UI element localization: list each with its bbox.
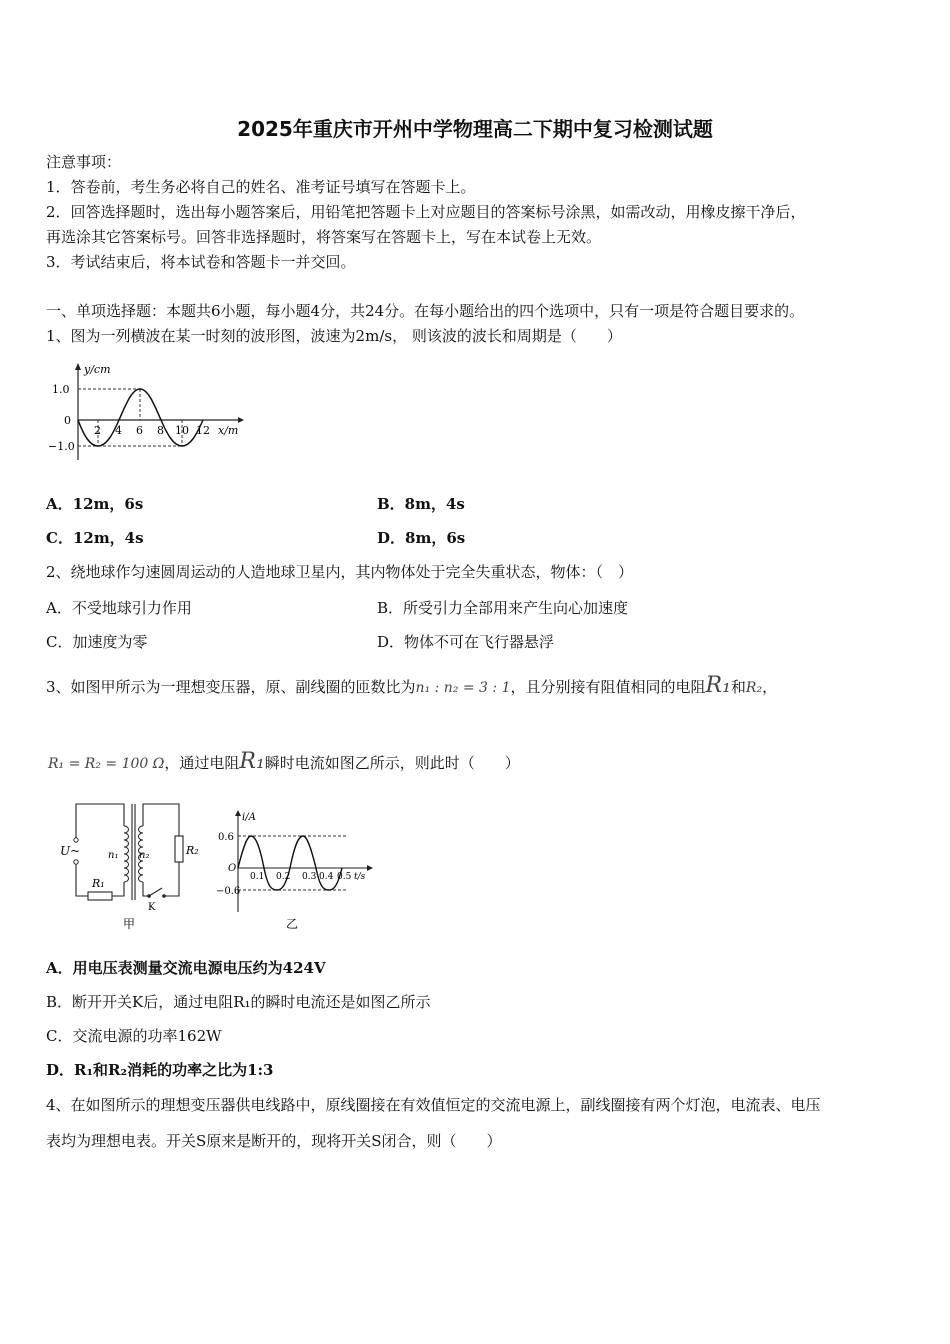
current-graph-ylabel: i/A xyxy=(242,812,256,823)
circuit-n2-label: n₂ xyxy=(139,850,150,861)
q3-option-c[interactable]: C．交流电源的功率162W xyxy=(46,1027,222,1045)
q3-option-a[interactable]: A．用电压表测量交流电源电压约为424V xyxy=(46,959,326,977)
current-graph-xtick-2: 0.2 xyxy=(276,872,291,882)
current-graph-xtick-3: 0.3 xyxy=(302,872,317,882)
q1-graph-ytop: 1.0 xyxy=(52,383,70,396)
q2-stem: 2、绕地球作匀速圆周运动的人造地球卫星内，其内物体处于完全失重状态，物体：（ ） xyxy=(46,563,634,581)
page-title: 2025年重庆市开州中学物理高二下期中复习检测试题 xyxy=(237,117,713,141)
q3-r1b-symbol: R₁ xyxy=(239,749,265,774)
q1-graph-xtick-4: 4 xyxy=(115,424,122,437)
current-graph-top: 0.6 xyxy=(218,832,234,843)
q1-wave-graph xyxy=(46,360,246,470)
r2-resistor xyxy=(175,836,183,862)
notice-item-1: 1．答卷前，考生务必将自己的姓名、准考证号填写在答题卡上。 xyxy=(46,178,476,196)
notice-item-2-cont: 再选涂其它答案标号。回答非选择题时，将答案写在答题卡上，写在本试卷上无效。 xyxy=(46,228,602,246)
circuit-k-label: K xyxy=(148,902,156,913)
current-graph-xtick-5: 0.5 xyxy=(337,872,352,882)
circuit-r2-label: R₂ xyxy=(186,844,199,857)
notice-heading: 注意事项： xyxy=(46,153,122,171)
q2-option-c[interactable]: C．加速度为零 xyxy=(46,633,148,651)
q4-stem-line2: 表均为理想电表。开关S原来是断开的，现将开关S闭合，则（ ） xyxy=(46,1132,502,1150)
q3-stem-d: 瞬时电流如图乙所示，则此时（ ） xyxy=(264,754,520,772)
current-graph-origin: O xyxy=(228,863,237,874)
q1-option-b[interactable]: B．8m，4s xyxy=(377,495,465,513)
q2-option-d[interactable]: D．物体不可在飞行器悬浮 xyxy=(377,633,555,651)
q3-comma: ， xyxy=(762,678,778,696)
q1-graph-ybottom: −1.0 xyxy=(48,440,75,453)
notice-item-3: 3．考试结束后，将本试卷和答题卡一并交回。 xyxy=(46,253,356,271)
q3-r1-symbol: R₁ xyxy=(705,673,731,698)
current-graph-xtick-4: 0.4 xyxy=(319,872,334,882)
q3-stem-a: 3、如图甲所示为一理想变压器，原、副线圈的匝数比为 xyxy=(46,678,416,696)
q1-option-a[interactable]: A．12m，6s xyxy=(46,495,144,513)
q1-graph-xlabel: x/m xyxy=(218,424,239,437)
q1-graph-xtick-10: 10 xyxy=(175,424,189,437)
current-graph-xlabel: t/s xyxy=(354,872,366,882)
q1-graph-yzero: 0 xyxy=(64,414,71,427)
q3-r2-symbol: R₂ xyxy=(745,680,763,696)
q3-stem-line2 xyxy=(48,749,520,774)
q3-current-graph xyxy=(216,808,376,934)
q3-option-d[interactable]: D．R₁和R₂消耗的功率之比为1:3 xyxy=(46,1061,274,1079)
current-graph-bottom: −0.6 xyxy=(216,886,241,897)
circuit-u-label: U~ xyxy=(60,844,81,858)
q1-graph-xtick-8: 8 xyxy=(157,424,164,437)
q3-and: 和 xyxy=(730,678,746,696)
q3-stem-c: ，通过电阻 xyxy=(164,754,240,772)
q1-graph-ylabel: y/cm xyxy=(84,363,111,376)
circuit-figure-label: 甲 xyxy=(123,917,136,931)
q3-stem-b: ，且分别接有阻值相同的电阻 xyxy=(510,678,706,696)
q4-stem-line1: 4、在如图所示的理想变压器供电线路中，原线圈接在有效值恒定的交流电源上，副线圈接有两个灯泡，电流表、电压 xyxy=(46,1096,821,1114)
q3-stem-line1 xyxy=(46,673,778,698)
q1-option-c[interactable]: C．12m，4s xyxy=(46,529,144,547)
q3-option-b[interactable]: B．断开开关K后，通过电阻R₁的瞬时电流还是如图乙所示 xyxy=(46,993,431,1011)
q2-option-a[interactable]: A．不受地球引力作用 xyxy=(46,599,192,617)
circuit-r1-label: R₁ xyxy=(92,877,105,890)
circuit-n1-label: n₁ xyxy=(108,850,119,861)
section-heading: 一、单项选择题：本题共6小题，每小题4分，共24分。在每小题给出的四个选项中，只有一项是符合题目要求的。 xyxy=(46,302,805,320)
q1-graph-xtick-2: 2 xyxy=(94,424,101,437)
q3-turns-ratio: n₁ : n₂ = 3 : 1 xyxy=(415,680,511,696)
r1-resistor xyxy=(88,892,112,900)
q1-stem: 1、图为一列横波在某一时刻的波形图，波速为2m/s， 则该波的波长和周期是（ ） xyxy=(46,327,622,345)
current-graph-figure-label: 乙 xyxy=(286,917,299,931)
notice-item-2: 2．回答选择题时，选出每小题答案后，用铅笔把答题卡上对应题目的答案标号涂黑，如需改动，用橡皮擦干净后， xyxy=(46,203,806,221)
q1-option-d[interactable]: D．8m，6s xyxy=(377,529,466,547)
q1-graph-xtick-6: 6 xyxy=(136,424,143,437)
q1-graph-xtick-12: 12 xyxy=(196,424,210,437)
q3-resistance-eq: R₁ = R₂ = 100 Ω xyxy=(48,756,165,772)
q2-option-b[interactable]: B．所受引力全部用来产生向心加速度 xyxy=(377,599,629,617)
q3-circuit-figure xyxy=(46,796,216,936)
current-graph-xtick-1: 0.1 xyxy=(250,872,265,882)
switch-k xyxy=(149,888,162,896)
